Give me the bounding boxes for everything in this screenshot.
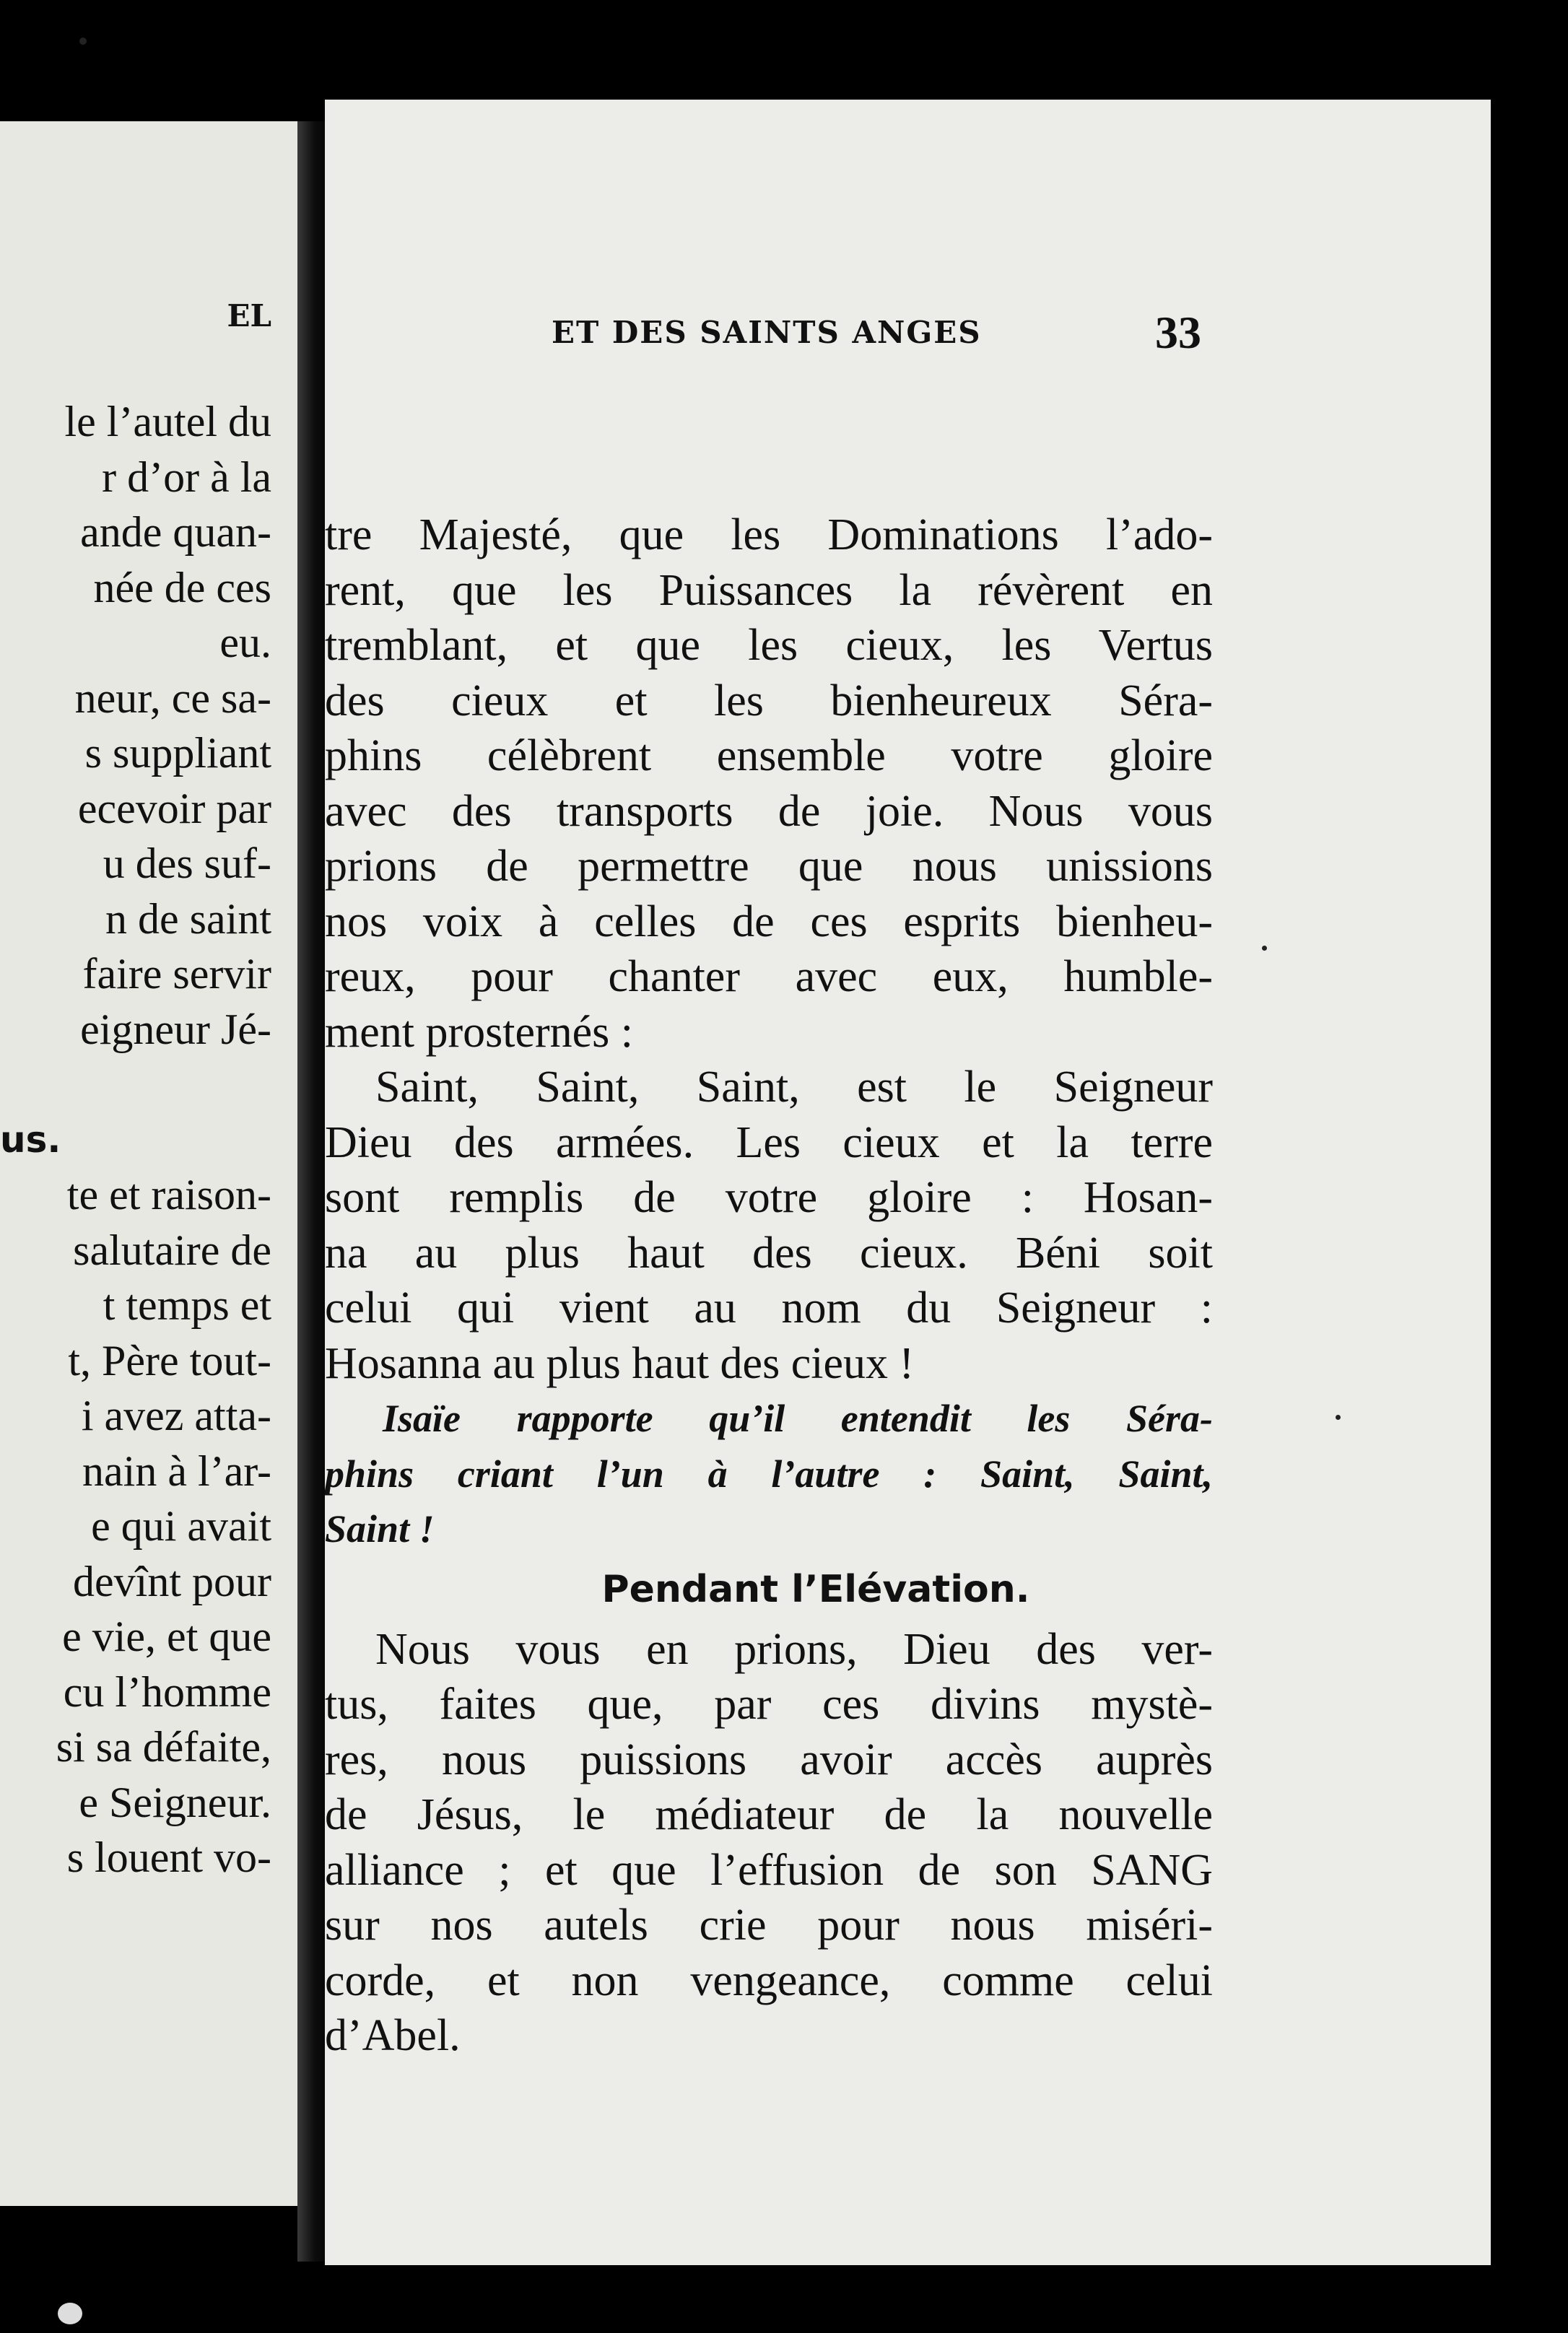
text-line: tus, faites que, par ces divins mystè- (325, 1680, 1213, 1729)
text-line: Saint, Saint, Saint, est le Seigneur (375, 1063, 1213, 1112)
paragraph-prayer (325, 507, 1213, 1060)
scan-speck (1262, 946, 1267, 951)
left-text-line: e qui avait (91, 1502, 271, 1550)
text-line: d’Abel. (325, 2011, 461, 2060)
left-text-line: r d’or à la (102, 453, 271, 501)
text-line: avec des transports de joie. Nous vous (325, 786, 1213, 836)
left-text-line: devînt pour (73, 1557, 271, 1605)
note-line: Saint ! (325, 1507, 435, 1551)
right-page (325, 100, 1491, 2265)
left-text-line: née de ces (93, 563, 271, 611)
scan-speck (79, 38, 87, 45)
page-body (325, 507, 1213, 2064)
text-line: Dieu des armées. Les cieux et la terre (325, 1117, 1213, 1167)
text-line: alliance ; et que l’effusion de son SANG (325, 1845, 1213, 1895)
text-line: phins célèbrent ensemble votre gloire (325, 731, 1213, 780)
left-text-line: ecevoir par (77, 784, 271, 832)
text-line: reux, pour chanter avec eux, humble- (325, 952, 1213, 1001)
left-text-line: nain à l’ar- (82, 1447, 271, 1495)
text-line: des cieux et les bienheureux Séra- (325, 676, 1213, 725)
note-italic (325, 1391, 1213, 1557)
running-title: ET DES SAINTS ANGES (552, 315, 982, 350)
note-line: phins criant l’un à l’autre : Saint, Saint, (325, 1452, 1213, 1496)
left-text-line: t temps et (103, 1281, 271, 1329)
left-text-line: e vie, et que (62, 1613, 271, 1660)
text-line: ment prosternés : (325, 1007, 634, 1057)
text-line: tre Majesté, que les Dominations l’ado- (325, 510, 1213, 559)
paragraph-sanctus (325, 1060, 1213, 1391)
left-text-line: us. (0, 1118, 61, 1161)
left-text-line: neur, ce sa- (74, 673, 271, 722)
left-text-line: s suppliant (84, 729, 271, 777)
text-line: Hosanna au plus haut des cieux ! (325, 1338, 915, 1388)
left-page (0, 121, 297, 2206)
left-text-line: eigneur Jé- (80, 1005, 271, 1053)
left-text-line: e Seigneur. (79, 1778, 271, 1826)
left-running-head: EL (227, 298, 271, 333)
text-line: nos voix à celles de ces esprits bienheu- (325, 897, 1213, 946)
left-text-line: ande quan- (80, 508, 271, 556)
left-text-line: cu l’homme (63, 1667, 271, 1716)
text-line: na au plus haut des cieux. Béni soit (325, 1228, 1213, 1278)
left-text-line: eu. (219, 619, 271, 666)
text-line: sont remplis de votre gloire : Hosan- (325, 1173, 1213, 1222)
scan-speck (58, 2303, 82, 2324)
left-text-line: s louent vo- (66, 1833, 271, 1881)
text-line: res, nous puissions avoir accès auprès (325, 1735, 1213, 1784)
left-text-line: si sa défaite, (56, 1723, 271, 1771)
left-text-line: u des suf- (103, 840, 271, 887)
left-text-line: salutaire de (73, 1226, 271, 1274)
left-text-line: faire servir (82, 950, 271, 998)
scan-speck (1336, 1415, 1341, 1420)
running-head (325, 307, 1491, 368)
text-line: corde, et non vengeance, comme celui (325, 1955, 1213, 2005)
text-line: sur nos autels crie pour nous miséri- (325, 1901, 1213, 1950)
left-text-line: t, Père tout- (68, 1336, 271, 1384)
left-text-line: n de saint (105, 894, 271, 943)
page-number: 33 (1155, 307, 1201, 358)
text-line: Nous vous en prions, Dieu des ver- (375, 1624, 1213, 1674)
text-line: tremblant, et que les cieux, les Vertus (325, 621, 1213, 670)
note-line: Isaïe rapporte qu’il entendit les Séra- (383, 1397, 1213, 1440)
text-line: rent, que les Puissances la révèrent en (325, 565, 1213, 615)
left-text-line: i avez atta- (81, 1392, 271, 1439)
left-text-line: te et raison- (66, 1171, 271, 1218)
text-line: celui qui vient au nom du Seigneur : (325, 1283, 1213, 1333)
section-heading: Pendant l’Elévation. (601, 1567, 1030, 1611)
paragraph-elevation (325, 1622, 1213, 2064)
text-line: prions de permettre que nous unissions (325, 842, 1213, 891)
left-text-line: le l’autel du (64, 398, 271, 445)
text-line: de Jésus, le médiateur de la nouvelle (325, 1790, 1213, 1839)
